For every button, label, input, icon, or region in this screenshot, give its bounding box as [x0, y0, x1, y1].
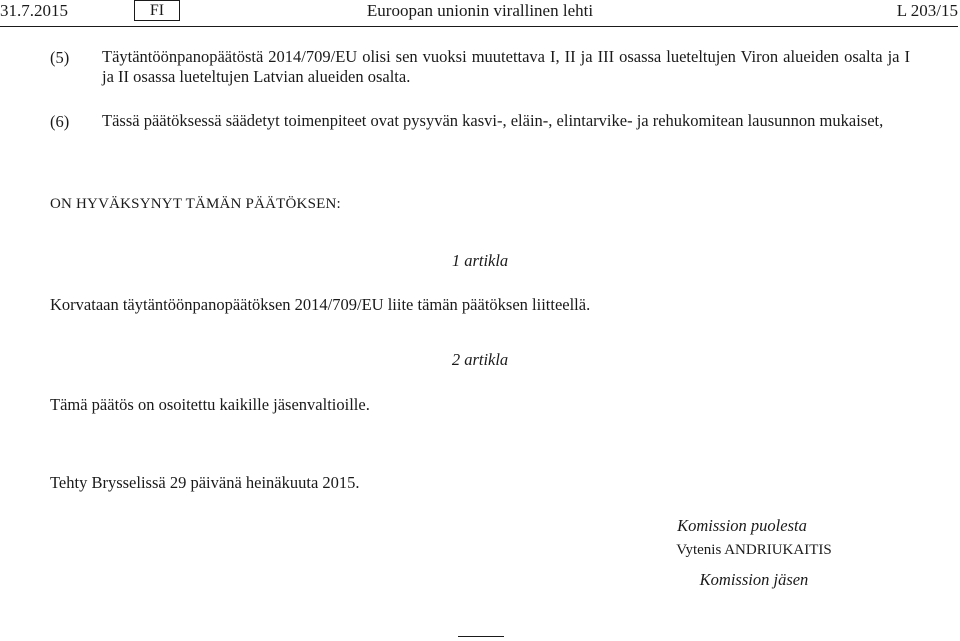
article-text: Korvataan täytäntöönpanopäätöksen 2014/709/EU liite tämän päätöksen liitteellä. — [50, 295, 591, 314]
recital-text: Tässä päätöksessä säädetyt toimenpiteet ovat pysyvän kasvi-, eläin-, elintarvike- ja rehukomitean lausunnon mukaiset, — [102, 111, 884, 130]
signatory-name: Vytenis ANDRIUKAITIS — [676, 542, 832, 558]
page-reference: L 203/15 — [896, 1, 958, 20]
done-at-line: Tehty Brysselissä 29 päivänä heinäkuuta 2015. — [50, 473, 360, 492]
recital-number: (5) — [50, 48, 70, 67]
signature-on-behalf: Komission puolesta — [677, 516, 807, 535]
decision-heading: ON HYVÄKSYNYT TÄMÄN PÄÄTÖKSEN: — [50, 196, 341, 212]
recital-text: Täytäntöönpanopäätöstä 2014/709/EU olisi sen vuoksi muutettava I, II ja III osassa lueteltujen Viron alueiden osalta ja I ja II osassa lueteltujen Latvian alueiden osalta. — [102, 47, 910, 86]
article-title: 2 artikla — [451, 350, 509, 369]
article-title: 1 artikla — [451, 251, 509, 270]
footnote-separator — [458, 636, 504, 637]
language-badge: FI — [134, 0, 180, 21]
journal-title: Euroopan unionin virallinen lehti — [366, 1, 594, 20]
recital-number: (6) — [50, 112, 70, 131]
header-date: 31.7.2015 — [0, 1, 68, 20]
signatory-role: Komission jäsen — [699, 570, 809, 589]
article-text: Tämä päätös on osoitettu kaikille jäsenvaltioille. — [50, 395, 370, 414]
header-rule — [0, 26, 958, 27]
